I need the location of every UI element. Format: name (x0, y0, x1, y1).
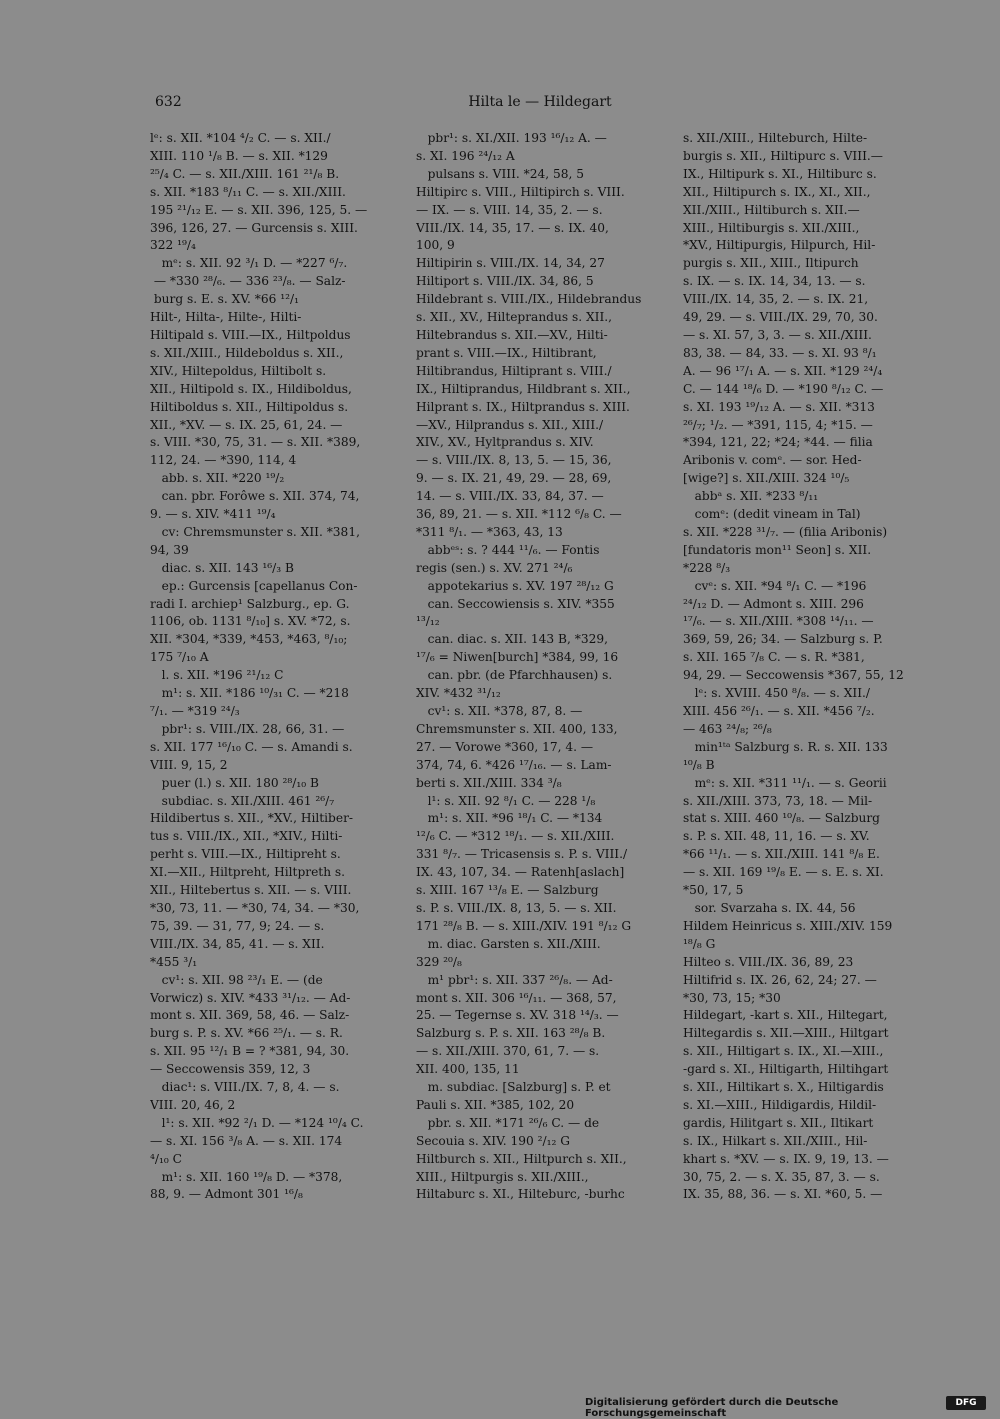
entry-line: [wige?] s. XII./XIII. 324 ¹⁰/₅ (683, 471, 850, 486)
entry-line: ⁴/₁₀ C (150, 1151, 182, 1166)
entry-line: XII./XIII., Hiltiburch s. XII.— (683, 202, 860, 217)
entry-line: Hiltipirc s. VIII., Hiltipirch s. VIII. (416, 184, 625, 199)
entry-line: Vorwicz) s. XIV. *433 ³¹/₁₂. — Ad- (150, 990, 351, 1005)
entry-line: pbr¹: s. XI./XII. 193 ¹⁶/₁₂ A. — (416, 131, 607, 145)
entry-line: abbᵉˢ: s. ? 444 ¹¹/₆. — Fontis (416, 542, 600, 557)
entry-line: s. XI.—XIII., Hildigardis, Hildil- (683, 1097, 877, 1112)
entry-line: gardis, Hilitgart s. XII., Iltikart (683, 1115, 874, 1130)
entry-line: m. diac. Garsten s. XII./XIII. (416, 936, 601, 951)
entry-line: Chremsmunster s. XII. 400, 133, (416, 721, 618, 736)
entry-line: XIII., Hiltiburgis s. XII./XIII., (683, 220, 860, 235)
entry-line: l. s. XII. *196 ²¹/₁₂ C (150, 668, 284, 683)
entry-line: 322 ¹⁹/₄ (150, 238, 196, 253)
entry-line: can. pbr. Forôwe s. XII. 374, 74, (150, 489, 360, 504)
entry-line: ⁷/₁. — *319 ²⁴/₃ (150, 704, 240, 718)
entry-line: cv¹: s. XII. 98 ²³/₁ E. — (de (150, 972, 323, 987)
entry-line: Hilteo s. VIII./IX. 36, 89, 23 (683, 954, 854, 969)
entry-line: — *330 ²⁸/₆. — 336 ²³/₈. — Salz- (150, 274, 346, 289)
entry-line: mont s. XII. 306 ¹⁶/₁₁. — 368, 57, (416, 990, 617, 1005)
entry-line: Hiltiboldus s. XII., Hiltipoldus s. (150, 399, 349, 414)
entry-line: — 463 ²⁴/₈; ²⁶/₈ (683, 721, 772, 736)
entry-line: s. VIII. *30, 75, 31. — s. XII. *389, (150, 435, 361, 450)
entry-line: berti s. XII./XIII. 334 ³/₈ (416, 775, 562, 790)
entry-line: [fundatoris mon¹¹ Seon] s. XII. (683, 542, 872, 557)
entry-line: *30, 73, 11. — *30, 74, 34. — *30, (150, 900, 360, 915)
entry-line: — s. XII. 169 ¹⁹/₈ E. — s. E. s. XI. (683, 865, 884, 880)
entry-line: Hiltipald s. VIII.—IX., Hiltpoldus (150, 327, 351, 342)
entry-line: Hiltaburc s. XI., Hilteburc, -burhc (416, 1187, 625, 1202)
entry-line: min¹ᵗᵃ Salzburg s. R. s. XII. 133 (683, 739, 888, 754)
entry-line: s. XII., Hiltigart s. IX., XI.—XIII., (683, 1044, 884, 1059)
entry-line: s. XI. 196 ²⁴/₁₂ A (416, 148, 515, 163)
entry-line: mᵉ: s. XII. *311 ¹¹/₁. — s. Georii (683, 775, 887, 790)
entry-line: Salzburg s. P. s. XII. 163 ²⁸/₈ B. (416, 1026, 606, 1041)
entry-line: 1106, ob. 1131 ⁸/₁₀] s. XV. *72, s. (150, 614, 351, 629)
entry-line: Hiltifrid s. IX. 26, 62, 24; 27. — (683, 972, 877, 987)
entry-line: XI.—XII., Hiltpreht, Hiltpreth s. (150, 865, 346, 880)
entry-line: s. XII., Hiltikart s. X., Hiltigardis (683, 1080, 884, 1095)
entry-line: ¹⁷/₆. — s. XII./XIII. *308 ¹⁴/₁₁. — (683, 614, 874, 629)
entry-line: stat s. XIII. 460 ¹⁰/₈. — Salzburg (683, 811, 880, 826)
entry-line: regis (sen.) s. XV. 271 ²⁴/₆ (416, 560, 573, 575)
entry-line: IX. 35, 88, 36. — s. XI. *60, 5. — (683, 1187, 883, 1202)
entry-line: s. XI. 193 ¹⁹/₁₂ A. — s. XII. *313 (683, 399, 875, 414)
entry-line: 36, 89, 21. — s. XII. *112 ⁶/₈ C. — (416, 507, 622, 522)
entry-line: l¹: s. XII. 92 ⁸/₁ C. — 228 ¹/₈ (416, 793, 596, 808)
entry-line: l¹: s. XII. *92 ²/₁ D. — *124 ¹⁰/₄ C. (150, 1115, 364, 1130)
entry-line: 9. — s. IX. 21, 49, 29. — 28, 69, (416, 471, 612, 486)
entry-line: Hildegart, -kart s. XII., Hiltegart, (683, 1008, 888, 1023)
entry-line: 396, 126, 27. — Gurcensis s. XIII. (150, 220, 358, 235)
entry-line: — IX. — s. VIII. 14, 35, 2. — s. (416, 202, 603, 217)
entry-line: XII. 400, 135, 11 (416, 1062, 520, 1077)
entry-line: m. subdiac. [Salzburg] s. P. et (416, 1080, 611, 1095)
page-number: 632 (155, 94, 182, 110)
entry-line: subdiac. s. XII./XIII. 461 ²⁶/₇ (150, 793, 335, 808)
entry-line: C. — 144 ¹⁸/₆ D. — *190 ⁸/₁₂ C. — (683, 381, 884, 396)
entry-line: VIII./IX. 34, 85, 41. — s. XII. (150, 936, 325, 951)
entry-line: XII., Hiltipold s. IX., Hildiboldus, (150, 381, 352, 396)
entry-line: 171 ²⁸/₈ B. — s. XIII./XIV. 191 ⁸/₁₂ G (416, 918, 632, 933)
entry-line: 195 ²¹/₁₂ E. — s. XII. 396, 125, 5. — (150, 202, 368, 217)
entry-line: prant s. VIII.—IX., Hiltibrant, (416, 345, 597, 360)
entry-line: Hildebrant s. VIII./IX., Hildebrandus (416, 292, 642, 307)
text-column-middle (416, 130, 666, 1204)
entry-line: khart s. *XV. — s. IX. 9, 19, 13. — (683, 1151, 889, 1166)
entry-line: s. XII. *183 ⁸/₁₁ C. — s. XII./XIII. (150, 184, 346, 199)
entry-line: can. diac. s. XII. 143 B, *329, (416, 632, 608, 647)
entry-line: *66 ¹¹/₁. — s. XII./XIII. 141 ⁸/₈ E. (683, 847, 880, 862)
entry-line: 94, 39 (150, 542, 189, 557)
entry-line: XIII. 456 ²⁶/₁. — s. XII. *456 ⁷/₂. (683, 704, 875, 718)
entry-line: *30, 73, 15; *30 (683, 990, 781, 1005)
entry-line: 14. — s. VIII./IX. 33, 84, 37. — (416, 489, 604, 504)
entry-line: Aribonis v. comᵉ. — sor. Hed- (683, 453, 862, 468)
entry-line: XII. *304, *339, *453, *463, ⁸/₁₀; (150, 632, 348, 647)
entry-line: — s. XII./XIII. 370, 61, 7. — s. (416, 1044, 600, 1059)
entry-line: s. XII./XIII., Hilteburch, Hilte- (683, 131, 868, 145)
entry-line: s. XII./XIII., Hildeboldus s. XII., (150, 345, 344, 360)
entry-line: VIII. 9, 15, 2 (150, 757, 228, 772)
entry-line: s. XII. 177 ¹⁶/₁₀ C. — s. Amandi s. (150, 739, 353, 754)
entry-line: diac¹: s. VIII./IX. 7, 8, 4. — s. (150, 1080, 340, 1095)
entry-line: ¹⁰/₈ B (683, 757, 715, 772)
entry-line: ¹²/₆ C. — *312 ¹⁸/₁. — s. XII./XIII. (416, 829, 615, 844)
entry-line: — s. VIII./IX. 8, 13, 5. — 15, 36, (416, 453, 612, 468)
entry-line: 175 ⁷/₁₀ A (150, 650, 209, 665)
entry-line: ¹⁸/₈ G (683, 936, 716, 951)
entry-line: can. Seccowiensis s. XIV. *355 (416, 596, 615, 611)
entry-line: ²⁶/₇; ¹/₂. — *391, 115, 4; *15. — (683, 417, 873, 432)
entry-line: Secouia s. XIV. 190 ²/₁₂ G (416, 1133, 571, 1148)
entry-line: can. pbr. (de Pfarchhausen) s. (416, 668, 613, 683)
entry-line: VIII./IX. 14, 35, 17. — s. IX. 40, (416, 220, 609, 235)
entry-line: ¹³/₁₂ (416, 614, 440, 629)
entry-line: mᵉ: s. XII. 92 ³/₁ D. — *227 ⁶/₇. (150, 256, 348, 271)
entry-line: XIV., Hiltepoldus, Hiltibolt s. (150, 363, 327, 378)
entry-line: burg s. P. s. XV. *66 ²⁵/₁. — s. R. (150, 1026, 343, 1041)
entry-line: 329 ²⁰/₈ (416, 954, 462, 969)
text-column-right (683, 130, 933, 1204)
entry-line: XIII. 110 ¹/₈ B. — s. XII. *129 (150, 148, 328, 163)
dfg-logo-icon: DFG (946, 1396, 986, 1410)
entry-line: *311 ⁸/₁. — *363, 43, 13 (416, 524, 563, 539)
entry-line: Hiltburch s. XII., Hiltpurch s. XII., (416, 1151, 627, 1166)
entry-line: mont s. XII. 369, 58, 46. — Salz- (150, 1008, 350, 1023)
entry-line: comᵉ: (dedit vineam in Tal) (683, 507, 861, 522)
entry-line: purgis s. XII., XIII., Iltipurch (683, 256, 859, 271)
entry-line: burgis s. XII., Hiltipurc s. VIII.— (683, 148, 883, 163)
entry-line: —XV., Hilprandus s. XII., XIII./ (416, 417, 604, 432)
entry-line: puer (l.) s. XII. 180 ²⁸/₁₀ B (150, 775, 320, 790)
entry-line: ²⁴/₁₂ D. — Admont s. XIII. 296 (683, 596, 864, 611)
entry-line: m¹: s. XII. 160 ¹⁹/₈ D. — *378, (150, 1169, 343, 1184)
page-header (155, 94, 925, 116)
entry-line: Hildibertus s. XII., *XV., Hiltiber- (150, 811, 354, 826)
entry-line: IX. 43, 107, 34. — Ratenh[aslach] (416, 865, 625, 880)
entry-line: — s. XI. 156 ³/₈ A. — s. XII. 174 (150, 1133, 343, 1148)
entry-line: cv¹: s. XII. *378, 87, 8. — (416, 704, 583, 718)
entry-line: s. P. s. VIII./IX. 8, 13, 5. — s. XII. (416, 900, 617, 915)
entry-line: Hiltegardis s. XII.—XIII., Hiltgart (683, 1026, 889, 1041)
entry-line: 112, 24. — *390, 114, 4 (150, 453, 297, 468)
entry-line: 369, 59, 26; 34. — Salzburg s. P. (683, 632, 883, 647)
entry-line: — s. XI. 57, 3, 3. — s. XII./XIII. (683, 327, 872, 342)
entry-line: pbr. s. XII. *171 ²⁶/₆ C. — de (416, 1115, 600, 1130)
entry-line: 30, 75, 2. — s. X. 35, 87, 3. — s. (683, 1169, 880, 1184)
entry-line: XIII., Hiltpurgis s. XII./XIII., (416, 1169, 589, 1184)
entry-line: burg s. E. s. XV. *66 ¹²/₁ (150, 292, 300, 307)
entry-line: *50, 17, 5 (683, 883, 744, 898)
entry-line: m¹: s. XII. *96 ¹⁸/₁ C. — *134 (416, 811, 603, 826)
footer (585, 1396, 990, 1419)
entry-line: ¹⁷/₆ = Niwen[burch] *384, 99, 16 (416, 650, 619, 665)
entry-line: 100, 9 (416, 238, 455, 253)
entry-line: s. XIII. 167 ¹³/₈ E. — Salzburg (416, 883, 599, 898)
entry-line: IX., Hiltiprandus, Hildbrant s. XII., (416, 381, 631, 396)
text-column-left (150, 130, 400, 1204)
entry-line: s. IX. — s. IX. 14, 34, 13. — s. (683, 274, 866, 289)
entry-line: ep.: Gurcensis [capellanus Con- (150, 578, 358, 593)
entry-line: s. IX., Hilkart s. XII./XIII., Hil- (683, 1133, 868, 1148)
entry-line: 27. — Vorowe *360, 17, 4. — (416, 739, 594, 754)
entry-line: lᵉ: s. XVIII. 450 ⁸/₈. — s. XII./ (683, 686, 871, 701)
entry-line: pulsans s. VIII. *24, 58, 5 (416, 166, 585, 181)
entry-line: s. XII. 165 ⁷/₈ C. — s. R. *381, (683, 650, 865, 665)
running-title: Hilta le — Hildegart (468, 94, 612, 110)
entry-line: Pauli s. XII. *385, 102, 20 (416, 1097, 575, 1112)
entry-line: lᵉ: s. XII. *104 ⁴/₂ C. — s. XII./ (150, 131, 331, 145)
entry-line: 75, 39. — 31, 77, 9; 24. — s. (150, 918, 325, 933)
entry-line: *XV., Hiltipurgis, Hilpurch, Hil- (683, 238, 876, 253)
entry-line: abbᵃ s. XII. *233 ⁸/₁₁ (683, 489, 819, 504)
entry-line: A. — 96 ¹⁷/₁ A. — s. XII. *129 ²⁴/₄ (683, 363, 883, 378)
entry-line: 25. — Tegernse s. XV. 318 ¹⁴/₃. — (416, 1008, 619, 1023)
entry-line: VIII./IX. 14, 35, 2. — s. IX. 21, (683, 292, 869, 307)
entry-line: s. XII. 95 ¹²/₁ B = ? *381, 94, 30. (150, 1044, 350, 1059)
entry-line: s. XII./XIII. 373, 73, 18. — Mil- (683, 793, 873, 808)
entry-line: 88, 9. — Admont 301 ¹⁶/₈ (150, 1187, 303, 1202)
entry-line: tus s. VIII./IX., XII., *XIV., Hilti- (150, 829, 343, 844)
entry-line: s. XII., XV., Hilteprandus s. XII., (416, 310, 613, 325)
entry-line: XIV., XV., Hyltprandus s. XIV. (416, 435, 594, 450)
entry-line: -gard s. XI., Hiltigarth, Hiltihgart (683, 1062, 889, 1077)
entry-line: 83, 38. — 84, 33. — s. XI. 93 ⁸/₁ (683, 345, 877, 360)
entry-line: 49, 29. — s. VIII./IX. 29, 70, 30. (683, 310, 878, 325)
entry-line: Hiltebrandus s. XII.—XV., Hilti- (416, 327, 608, 342)
entry-line: s. XII. *228 ³¹/₇. — (filia Aribonis) (683, 524, 888, 539)
entry-line: m¹ pbr¹: s. XII. 337 ²⁶/₈. — Ad- (416, 972, 613, 987)
entry-line: appotekarius s. XV. 197 ²⁸/₁₂ G (416, 578, 614, 593)
entry-line: abb. s. XII. *220 ¹⁹/₂ (150, 471, 285, 486)
entry-line: XII., Hiltipurch s. IX., XI., XII., (683, 184, 871, 199)
entry-line: — Seccowensis 359, 12, 3 (150, 1062, 311, 1077)
entry-line: *228 ⁸/₃ (683, 560, 731, 575)
entry-line: Hilt-, Hilta-, Hilte-, Hilti- (150, 310, 302, 325)
entry-line: Hildem Heinricus s. XIII./XIV. 159 (683, 918, 893, 933)
footer-credit: Digitalisierung gefördert durch die Deutsche Forschungsgemeinschaft (585, 1397, 839, 1419)
entry-line: *394, 121, 22; *24; *44. — filia (683, 435, 873, 450)
entry-line: Hiltibrandus, Hiltiprant s. VIII./ (416, 363, 612, 378)
entry-line: 331 ⁸/₇. — Tricasensis s. P. s. VIII./ (416, 847, 628, 862)
entry-line: XIV. *432 ³¹/₁₂ (416, 686, 501, 701)
entry-line: Hilprant s. IX., Hiltprandus s. XIII. (416, 399, 630, 414)
entry-line: XII., *XV. — s. IX. 25, 61, 24. — (150, 417, 343, 432)
entry-line: VIII. 20, 46, 2 (150, 1097, 236, 1112)
entry-line: sor. Svarzaha s. IX. 44, 56 (683, 900, 856, 915)
entry-line: perht s. VIII.—IX., Hiltipreht s. (150, 847, 341, 862)
entry-line: pbr¹: s. VIII./IX. 28, 66, 31. — (150, 721, 345, 736)
entry-line: Hiltipirin s. VIII./IX. 14, 34, 27 (416, 256, 605, 271)
entry-line: m¹: s. XII. *186 ¹⁰/₃₁ C. — *218 (150, 686, 349, 701)
entry-line: cv: Chremsmunster s. XII. *381, (150, 524, 360, 539)
entry-line: 94, 29. — Seccowensis *367, 55, 12 (683, 668, 904, 683)
entry-line: *455 ³/₁ (150, 954, 198, 969)
entry-line: ²⁵/₄ C. — s. XII./XIII. 161 ²¹/₈ B. (150, 166, 340, 181)
entry-line: 9. — s. XIV. *411 ¹⁹/₄ (150, 507, 276, 522)
entry-line: XII., Hiltebertus s. XII. — s. VIII. (150, 883, 352, 898)
entry-line: diac. s. XII. 143 ¹⁶/₃ B (150, 560, 294, 575)
entry-line: 374, 74, 6. *426 ¹⁷/₁₆. — s. Lam- (416, 757, 612, 772)
entry-line: cvᵉ: s. XII. *94 ⁸/₁ C. — *196 (683, 578, 867, 593)
entry-line: s. P. s. XII. 48, 11, 16. — s. XV. (683, 829, 870, 844)
entry-line: IX., Hiltipurk s. XI., Hiltiburc s. (683, 166, 877, 181)
entry-line: radi I. archiep¹ Salzburg., ep. G. (150, 596, 350, 611)
entry-line: Hiltiport s. VIII./IX. 34, 86, 5 (416, 274, 594, 289)
